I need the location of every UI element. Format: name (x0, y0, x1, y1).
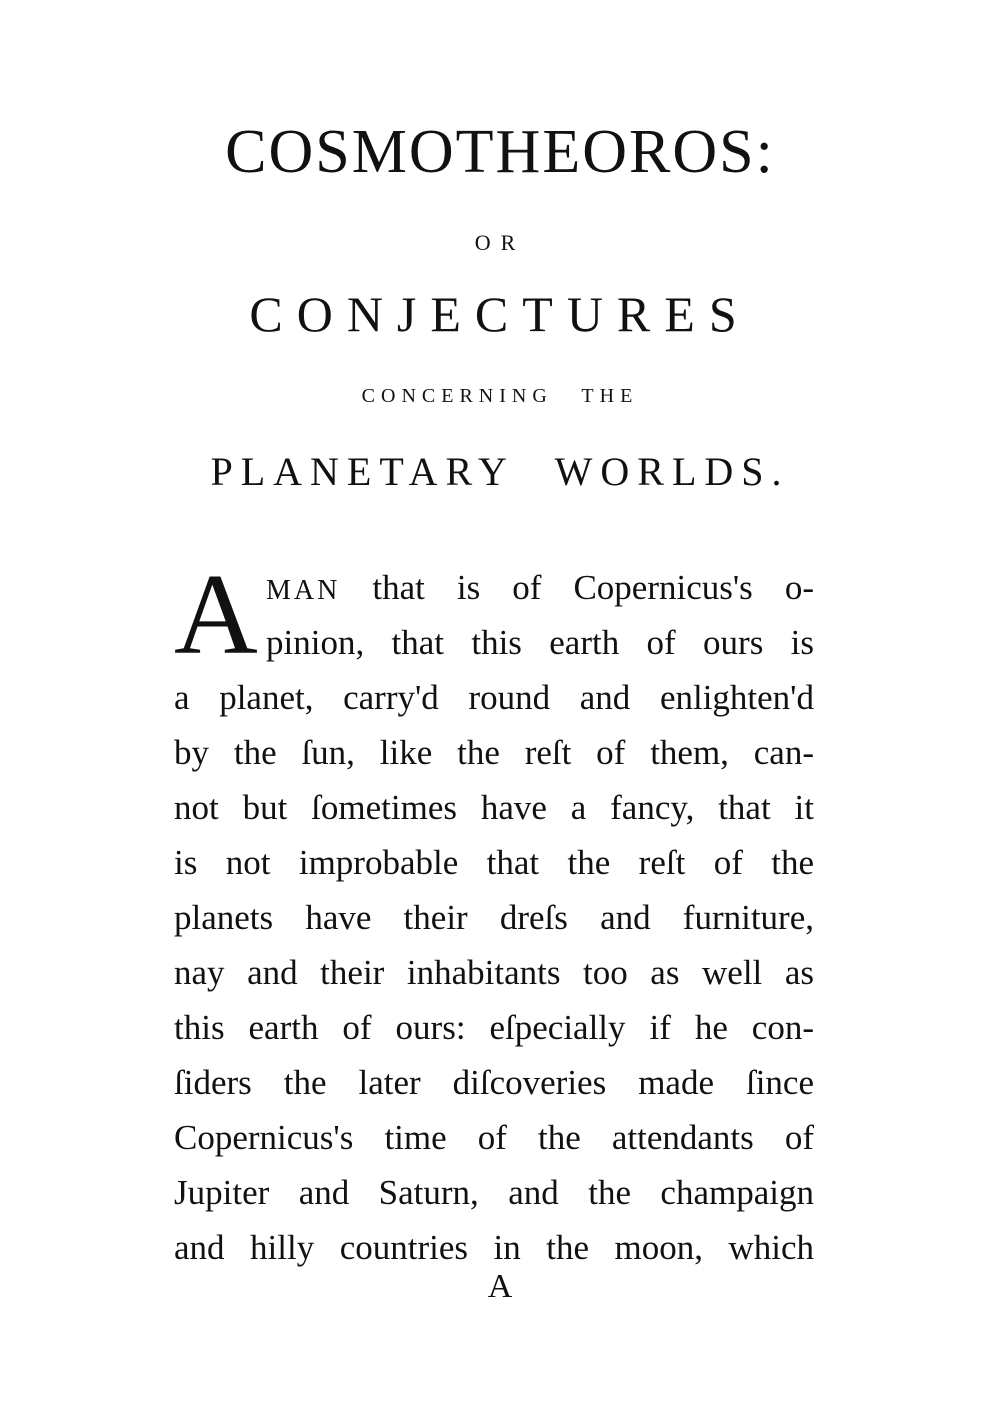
text-line-11: Copernicus's time of the attendants of (174, 1118, 814, 1157)
signature-mark: A (487, 1268, 513, 1305)
text-line-12: Jupiter and Saturn, and the champaign (174, 1173, 814, 1212)
text-line-10: ſiders the later diſcoveries made ſince (174, 1063, 814, 1102)
text-line-7: planets have their dreſs and furniture, (174, 898, 814, 937)
text-line-3: a planet, carry'd round and enlighten'd (174, 678, 814, 717)
text-line-1 (174, 560, 814, 615)
text-line-6: is not improbable that the reſt of the (174, 843, 814, 882)
title-conjectures: CONJECTURES (249, 286, 751, 342)
text-line-8: nay and their inhabitants too as well as (174, 953, 814, 992)
text-line-13: and hilly countries in the moon, which (174, 1228, 814, 1267)
drop-cap: A (174, 551, 258, 679)
title-cosmotheoros: COSMOTHEOROS: (225, 118, 775, 186)
first-word-smallcaps: MAN (266, 575, 341, 606)
body-paragraph (174, 551, 814, 1275)
first-line-rest: that is of Copernicus's o- (340, 568, 814, 607)
text-line-2: pinion, that this earth of ours is (266, 623, 814, 662)
title-planetary-worlds: PLANETARY WORLDS. (210, 449, 790, 494)
text-line-9: this earth of ours: eſpecially if he con- (174, 1008, 814, 1047)
title-concerning-the: CONCERNING THE (361, 385, 639, 407)
text-line-5: not but ſometimes have a fancy, that it (174, 788, 814, 827)
text-line-4: by the ſun, like the reſt of them, can- (174, 733, 814, 772)
title-or: OR (474, 230, 526, 255)
